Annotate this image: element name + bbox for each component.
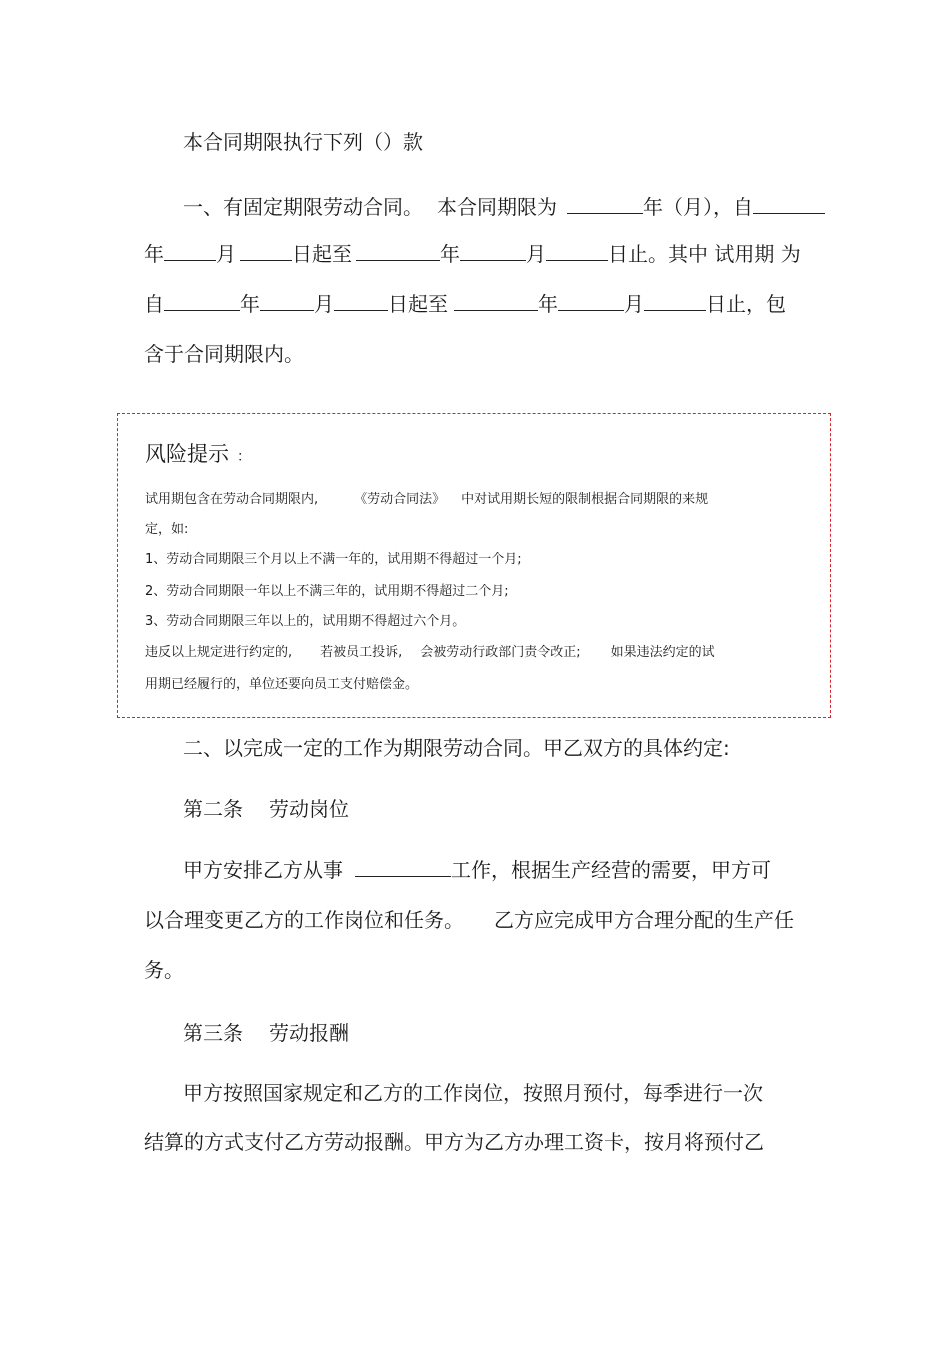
risk-paragraph2-cont: 用期已经履行的，单位还要向员工支付赔偿金。 [145, 677, 419, 692]
risk-paragraph2: 违反以上规定进行约定的, 若被员工投诉, 会被劳动行政部门责令改正; 如果违法约定的试 [145, 645, 715, 660]
end-year-blank[interactable] [356, 240, 440, 261]
probation-start-month-blank[interactable] [260, 290, 314, 311]
risk-item-3: 3、劳动合同期限三年以上的，试用期不得超过六个月。 [145, 614, 466, 629]
article3-line1: 甲方按照国家规定和乙方的工作岗位，按照月预付，每季进行一次 [183, 1081, 763, 1105]
article3-line2: 结算的方式支付乙方劳动报酬。甲方为乙方办理工资卡，按月将预付乙 [144, 1130, 764, 1154]
clause1-line4: 含于合同期限内。 [144, 342, 304, 366]
start-year-blank[interactable] [753, 193, 825, 214]
probation-end-day-blank[interactable] [644, 290, 706, 311]
term-length-blank[interactable] [567, 193, 643, 214]
risk-paragraph1: 试用期包含在劳动合同期限内, 《劳动合同法》 中对试用期长短的限制根据合同期限的来规 [145, 492, 709, 507]
probation-end-month-blank[interactable] [558, 290, 624, 311]
clause1-line1: 一、有固定期限劳动合同。 本合同期限为 年（月），自 [183, 193, 825, 221]
article2-line3: 务。 [144, 958, 184, 982]
job-type-blank[interactable] [355, 856, 451, 877]
article3-heading: 第三条 劳动报酬 [183, 1021, 349, 1045]
clause1-line2: 年 月 日起至 年 月 日止。其中 试用期 为 [144, 242, 801, 266]
article2-heading: 第二条 劳动岗位 [183, 797, 349, 821]
start-month-blank[interactable] [164, 240, 216, 261]
probation-start-day-blank[interactable] [334, 290, 388, 311]
probation-end-year-blank[interactable] [454, 290, 538, 311]
clause1-line3: 自 年 月 日起至 年 月 日止，包 [144, 292, 786, 316]
risk-notice-box [117, 413, 831, 718]
clause1-heading: 一、有固定期限劳动合同。 [183, 195, 423, 219]
start-day-blank[interactable] [240, 240, 292, 261]
risk-paragraph1-cont: 定，如: [145, 522, 189, 537]
end-day-blank[interactable] [546, 240, 608, 261]
probation-start-year-blank[interactable] [164, 290, 240, 311]
clause2: 二、以完成一定的工作为期限劳动合同。甲乙双方的具体约定: [183, 736, 730, 760]
risk-notice-title: 风险提示 ： [145, 442, 251, 466]
article2-line1: 甲方安排乙方从事 工作，根据生产经营的需要，甲方可 [183, 858, 771, 882]
risk-item-1: 1、劳动合同期限三个月以上不满一年的，试用期不得超过一个月; [145, 552, 522, 567]
end-month-blank[interactable] [460, 240, 526, 261]
term-intro: 本合同期限执行下列（）款 [183, 130, 423, 154]
risk-item-2: 2、劳动合同期限一年以上不满三年的，试用期不得超过二个月; [145, 584, 509, 599]
article2-line2: 以合理变更乙方的工作岗位和任务。 乙方应完成甲方合理分配的生产任 [144, 908, 794, 932]
